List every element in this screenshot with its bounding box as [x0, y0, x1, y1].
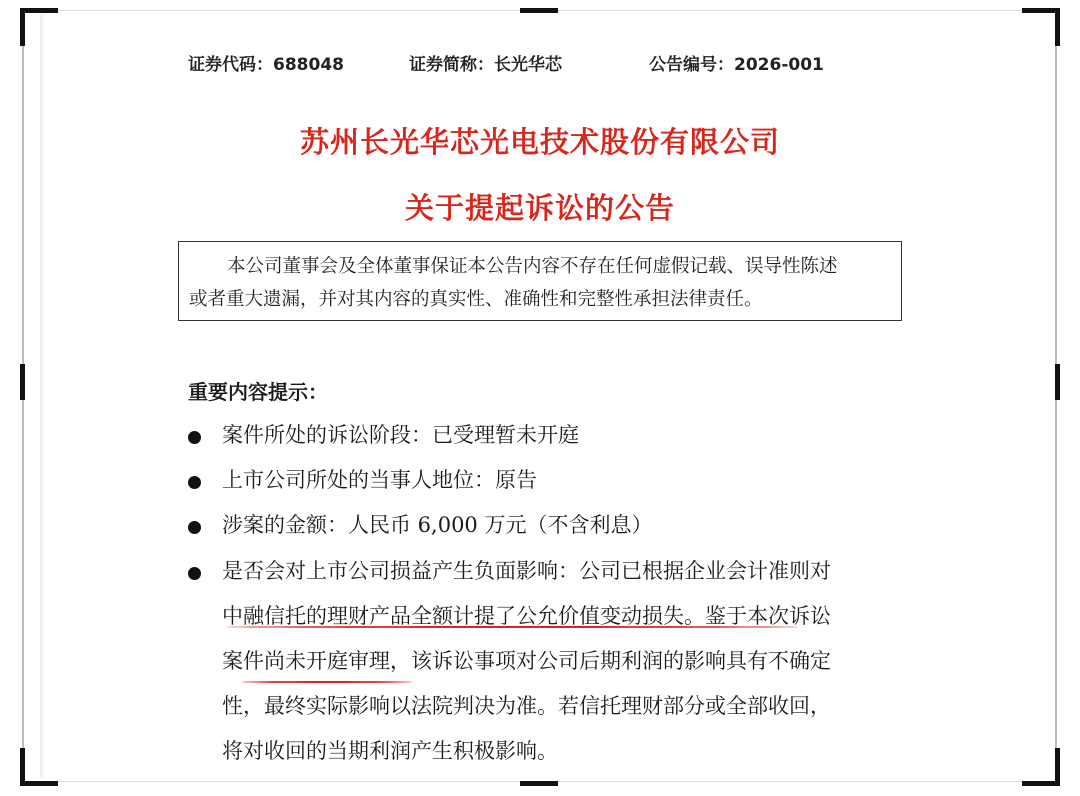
list-item: 是否会对上市公司损益产生负面影响：公司已根据企业会计准则对 中融信托的理财产品全额计提了公允价值变动损失。鉴于本次诉讼 案件尚未开庭审理，该诉讼事项对公司后期利润的影响具有不确定 性，最终实际影响以法院判决为准。若信托理财部分或全部收回， 将对收回的当期利润产生积极影响。 [188, 549, 908, 774]
disclaimer-line-2: 或者重大遗漏，并对其内容的真实性、准确性和完整性承担法律责任。 [189, 289, 763, 310]
security-code: 证券代码：688048 [188, 55, 344, 75]
announcement-number: 公告编号：2026-001 [649, 55, 824, 75]
corner-mark-bottom-left-h [20, 781, 58, 786]
key-points-heading: 重要内容提示： [188, 380, 328, 404]
list-item: 涉案的金额：人民币 6,000 万元（不含利息） [188, 503, 908, 548]
disclaimer-line-1: 本公司董事会及全体董事保证本公告内容不存在任何虚假记载、误导性陈述 [227, 256, 838, 277]
document-header [188, 50, 888, 76]
bullet-icon [188, 567, 201, 580]
corner-mark-top-left-h [20, 8, 58, 13]
bullet-icon [188, 431, 201, 444]
corner-mark-top-right-h [1022, 8, 1060, 13]
top-mark-center [520, 8, 558, 13]
list-item: 案件所处的诉讼阶段：已受理暂未开庭 [188, 413, 908, 458]
bullet-icon [188, 476, 201, 489]
bullet-icon [188, 521, 201, 534]
list-item: 上市公司所处的当事人地位：原告 [188, 458, 908, 503]
company-title: 苏州长光华芯光电技术股份有限公司 [299, 125, 780, 159]
announcement-subject: 关于提起诉讼的公告 [404, 191, 675, 225]
side-mark-right [1055, 364, 1060, 400]
corner-mark-top-right [1055, 8, 1060, 46]
disclaimer-box [178, 241, 902, 321]
bottom-mark-center [520, 781, 558, 786]
side-mark-left [20, 364, 25, 400]
corner-mark-top-left [20, 8, 25, 46]
red-underline-mark-1 [226, 626, 798, 628]
corner-mark-bottom-right-h [1022, 781, 1060, 786]
security-abbreviation: 证券简称：长光华芯 [409, 55, 562, 75]
red-underline-mark-2 [242, 681, 412, 683]
